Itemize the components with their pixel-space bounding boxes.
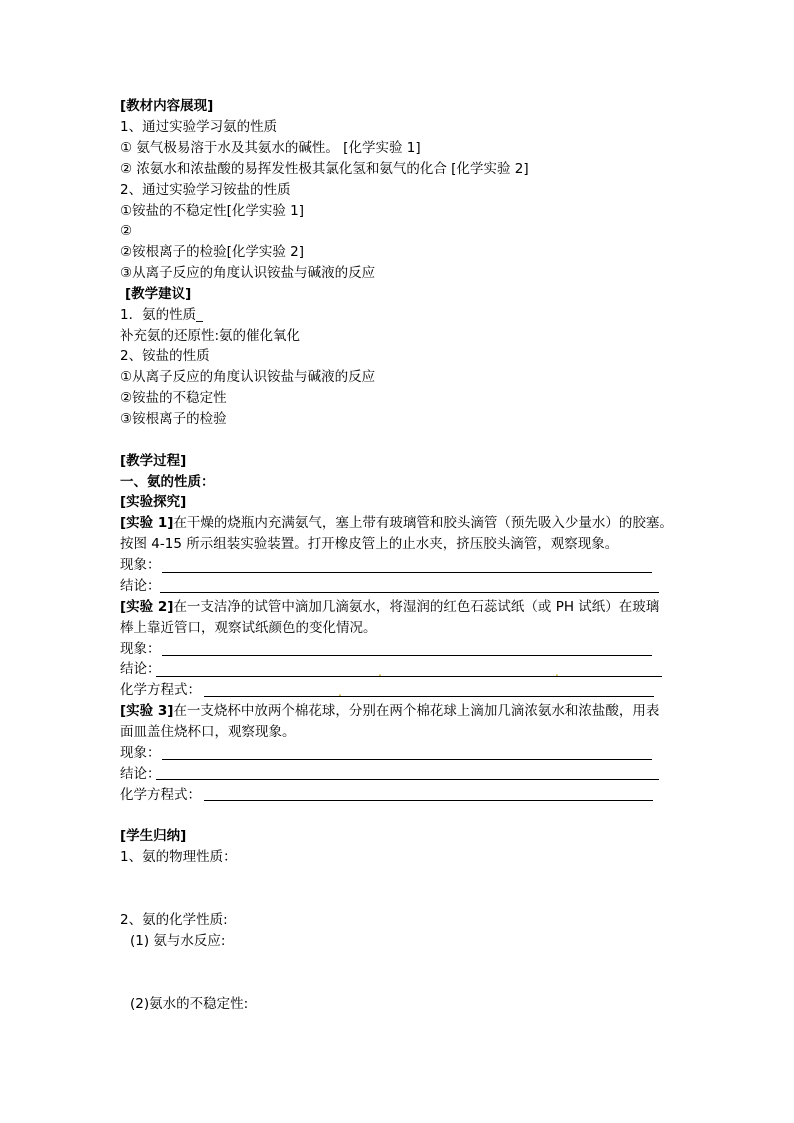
experiment-1-line-2: 按图 4-15 所示组装实验装置。打开橡皮管上的止水夹，挤压胶头滴管，观察现象。 bbox=[120, 536, 619, 552]
experiment-2-label: [实验 2] bbox=[120, 599, 174, 615]
text-line: ② 浓氨水和浓盐酸的易挥发性极其氯化氢和氨气的化合 [化学实验 2] bbox=[120, 161, 529, 177]
experiment-2-phenomenon-label: 现象： bbox=[120, 641, 161, 657]
text-line: ③铵根离子的检验 bbox=[120, 411, 227, 427]
experiment-2-conclusion-blank[interactable] bbox=[156, 676, 662, 677]
experiment-3-equation-blank[interactable] bbox=[204, 800, 653, 801]
experiment-2-phenomenon-blank[interactable] bbox=[162, 655, 652, 656]
experiment-3-equation-label: 化学方程式： bbox=[120, 787, 201, 803]
experiment-1-phenomenon-blank[interactable] bbox=[162, 572, 652, 573]
text-line: ①铵盐的不稳定性[化学实验 1] bbox=[120, 203, 305, 219]
text-line: 2、铵盐的性质 bbox=[120, 348, 210, 364]
ammonia-water-instability-label: (2)氨水的不稳定性: bbox=[130, 996, 249, 1012]
chemical-properties-label: 2、氨的化学性质: bbox=[120, 912, 228, 928]
experiment-1-conclusion-blank[interactable] bbox=[160, 592, 659, 593]
experiment-2-equation-blank[interactable] bbox=[204, 696, 654, 697]
section-title-teaching-suggestion: [教学建议] bbox=[125, 286, 192, 302]
text-line: 1．氨的性质_ bbox=[120, 307, 203, 323]
experiment-3-label: [实验 3] bbox=[120, 703, 174, 719]
experiment-explore-heading: [实验探究] bbox=[120, 494, 187, 510]
experiment-3-line-1: [实验 3]在一支烧杯中放两个棉花球，分别在两个棉花球上滴加几滴浓氨水和浓盐酸，用表 bbox=[120, 703, 660, 719]
experiment-3-line-2: 面皿盖住烧杯口，观察现象。 bbox=[120, 724, 296, 740]
stray-mark: . bbox=[378, 665, 382, 679]
text-line: 2、通过实验学习铵盐的性质 bbox=[120, 182, 291, 198]
experiment-2-equation-label: 化学方程式： bbox=[120, 682, 201, 698]
experiment-1-label: [实验 1] bbox=[120, 515, 174, 531]
text-line: 1、通过实验学习氨的性质 bbox=[120, 119, 278, 135]
section-title-student-summary: [学生归纳] bbox=[120, 828, 187, 844]
text-line: ②铵盐的不稳定性 bbox=[120, 390, 227, 406]
experiment-3-phenomenon-label: 现象： bbox=[120, 745, 161, 761]
experiment-2-conclusion-label: 结论： bbox=[120, 661, 161, 677]
experiment-2-line-1: [实验 2]在一支洁净的试管中滴加几滴氨水，将湿润的红色石蕊试纸（或 PH 试纸）在玻璃 bbox=[120, 599, 660, 615]
experiment-3-conclusion-blank[interactable] bbox=[156, 779, 659, 780]
experiment-2-line-2: 棒上靠近管口，观察试纸颜色的变化情况。 bbox=[120, 620, 377, 636]
section-title-teaching-process: [教学过程] bbox=[120, 453, 187, 469]
text-line: ①从离子反应的角度认识铵盐与碱液的反应 bbox=[120, 369, 376, 385]
subtitle-ammonia-properties: 一、氨的性质： bbox=[120, 474, 215, 490]
experiment-3-conclusion-label: 结论： bbox=[120, 766, 161, 782]
section-title-textbook-content: [教材内容展现] bbox=[120, 98, 214, 114]
text-line: ②铵根离子的检验[化学实验 2] bbox=[120, 244, 305, 260]
text-line: ② bbox=[120, 223, 133, 239]
experiment-3-phenomenon-blank[interactable] bbox=[162, 759, 652, 760]
text-line: 补充氨的还原性:氨的催化氧化 bbox=[120, 328, 301, 344]
stray-mark: . bbox=[555, 665, 559, 679]
experiment-1-conclusion-label: 结论： bbox=[120, 578, 161, 594]
experiment-1-phenomenon-label: 现象： bbox=[120, 557, 161, 573]
experiment-1-line-1: [实验 1]在干燥的烧瓶内充满氨气，塞上带有玻璃管和胶头滴管（预先吸入少量水）的胶塞。 bbox=[120, 515, 673, 531]
physical-properties-label: 1、氨的物理性质： bbox=[120, 849, 237, 865]
text-line: ① 氨气极易溶于水及其氨水的碱性。 [化学实验 1] bbox=[120, 140, 421, 156]
text-line: ③从离子反应的角度认识铵盐与碱液的反应 bbox=[120, 265, 376, 281]
ammonia-water-reaction-label: (1) 氨与水反应: bbox=[130, 933, 226, 949]
stray-mark: . bbox=[338, 685, 342, 699]
